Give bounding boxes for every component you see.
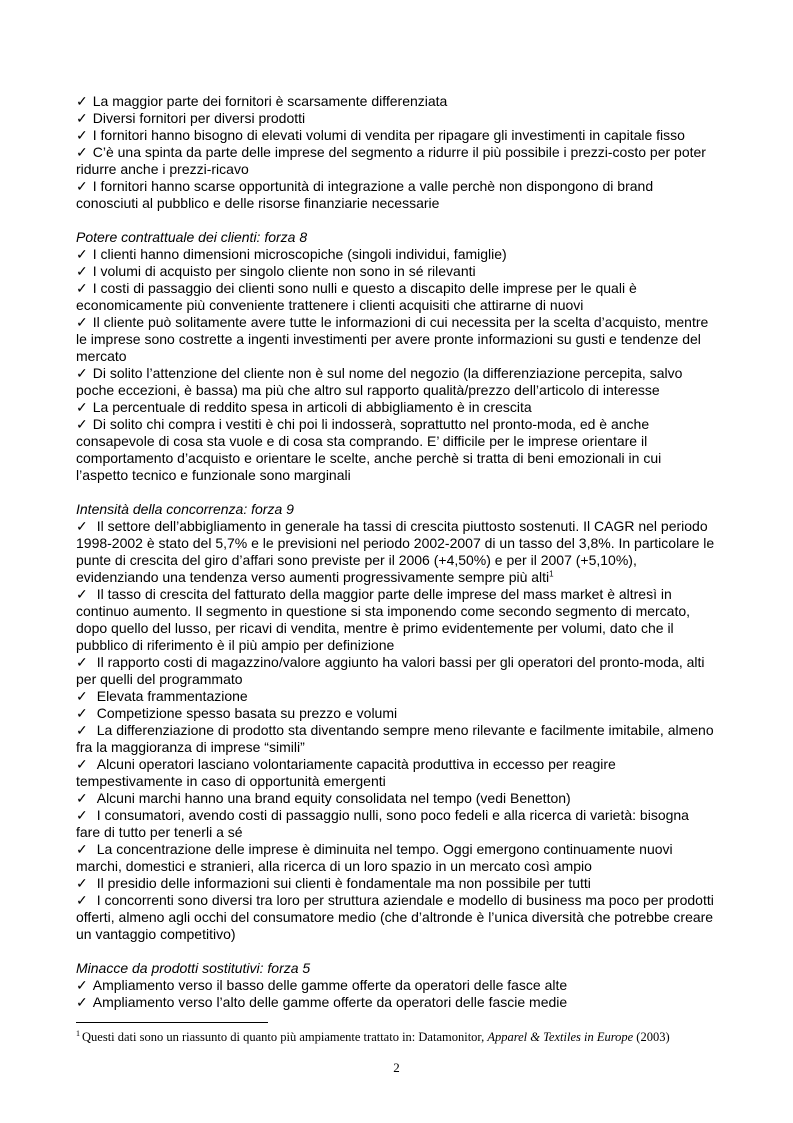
list-item: ✓ Di solito chi compra i vestiti è chi poi li indosserà, soprattutto nel pronto-moda, ed è anche consapevole di cosa sta vuole e di cosa sta comprando. E’ difficile per le imprese orientare il comportamento d’acquisto e orientare le scelte, anche perchè si tratta di beni emozionali in cui l’aspetto tecnico e funzionale sono marginali: [76, 416, 662, 483]
checkmark-icon: ✓: [76, 790, 88, 806]
footnote-mark: 1: [76, 1028, 80, 1038]
checkmark-icon: ✓: [76, 365, 88, 381]
checkmark-icon: ✓: [76, 977, 88, 993]
list-item: ✓ Il presidio delle informazioni sui clienti è fondamentale ma non possibile per tutti: [76, 875, 591, 891]
substitutes-list: [76, 977, 716, 1011]
list-item: ✓ I consumatori, avendo costi di passaggio nulli, sono poco fedeli e alla ricerca di varietà: bisogna fare di tutto per tenerli a sé: [76, 807, 689, 840]
list-item: ✓ C’è una spinta da parte delle imprese del segmento a ridurre il più possibile i prezzi-costo per poter ridurre anche i prezzi-ricavo: [76, 144, 706, 177]
list-item: ✓ Il settore dell’abbigliamento in generale ha tassi di crescita piuttosto sostenuti. Il CAGR nel periodo 1998-2002 è stato del 5,7% e le previsioni nel periodo 2002-2007 di un tasso del 3,8%. In particolare le punte di crescita del giro d’affari sono previste per il 2006 (+4,50%) e per il 2007 (+5,10%), evidenziando una tendenza verso aumenti progressivamente sempre più alti$^1$: [76, 518, 715, 585]
section-heading-competition: Intensità della concorrenza: forza 9: [76, 501, 294, 517]
checkmark-icon: ✓: [76, 994, 88, 1010]
spacer: [76, 212, 716, 229]
list-item: ✓ I clienti hanno dimensioni microscopiche (singoli individui, famiglie): [76, 246, 507, 262]
list-item: ✓ Il tasso di crescita del fatturato della maggior parte delle imprese del mass market è altresì in continuo aumento. Il segmento in questione si sta imponendo come secondo segmento di mercato, dopo quello del lusso, per ricavi di vendita, mentre è primo evidentemente per volumi, dato che il pubblico di riferimento è il più ampio per definizione: [76, 586, 691, 653]
checkmark-icon: ✓: [76, 875, 88, 891]
list-item: ✓ Alcuni operatori lasciano volontariamente capacità produttiva in eccesso per reagire tempestivamente in caso di opportunità emergenti: [76, 756, 616, 789]
checkmark-icon: ✓: [76, 263, 88, 279]
list-item: ✓ I concorrenti sono diversi tra loro per struttura aziendale e modello di business ma poco per prodotti offerti, almeno agli occhi del consumatore medio (che d’altronde è l’unica diversità che potrebbe creare un vantaggio competitivo): [76, 892, 714, 942]
list-item: ✓ Alcuni marchi hanno una brand equity consolidata nel tempo (vedi Benetton): [76, 790, 571, 806]
list-item: ✓ Ampliamento verso il basso delle gamme offerte da operatori delle fasce alte: [76, 977, 568, 993]
list-item: ✓ I fornitori hanno scarse opportunità di integrazione a valle perchè non dispongono di brand conosciuti al pubblico e delle risorse finanziarie necessarie: [76, 178, 654, 211]
competition-list: [76, 518, 716, 943]
list-item: ✓ La maggior parte dei fornitori è scarsamente differenziata: [76, 93, 448, 109]
checkmark-icon: ✓: [76, 314, 88, 330]
page-number: 2: [393, 1060, 400, 1075]
spacer: [76, 484, 716, 501]
spacer: [76, 943, 716, 960]
list-item: ✓ Ampliamento verso l’alto delle gamme offerte da operatori delle fascie medie: [76, 994, 568, 1010]
list-item: ✓ Elevata frammentazione: [76, 688, 248, 704]
checkmark-icon: ✓: [76, 178, 88, 194]
checkmark-icon: ✓: [76, 705, 88, 721]
page-body: [76, 93, 716, 1011]
list-item: ✓ I volumi di acquisto per singolo cliente non sono in sé rilevanti: [76, 263, 476, 279]
checkmark-icon: ✓: [76, 807, 88, 823]
section-heading-substitutes: Minacce da prodotti sostitutivi: forza 5: [76, 960, 311, 976]
list-item: ✓ I costi di passaggio dei clienti sono nulli e questo a discapito delle imprese per le quali è economicamente più conveniente trattenere i clienti acquisiti che attirarne di nuovi: [76, 280, 637, 313]
checkmark-icon: ✓: [76, 841, 88, 857]
checkmark-icon: ✓: [76, 518, 88, 534]
footnote-separator: [76, 1022, 268, 1023]
footnote-source-title: Apparel & Textiles in Europe: [487, 1030, 634, 1044]
checkmark-icon: ✓: [76, 722, 88, 738]
list-item: ✓ Diversi fornitori per diversi prodotti: [76, 110, 306, 126]
suppliers-list: [76, 93, 716, 212]
list-item: ✓ La percentuale di reddito spesa in articoli di abbigliamento è in crescita: [76, 399, 532, 415]
clients-list: [76, 246, 716, 484]
checkmark-icon: ✓: [76, 93, 88, 109]
list-item: ✓ Il cliente può solitamente avere tutte le informazioni di cui necessita per la scelta d’acquisto, mentre le imprese sono costrette a ingenti investimenti per avere pronte informazioni su gusti e tendenze del mercato: [76, 314, 709, 364]
checkmark-icon: ✓: [76, 127, 88, 143]
checkmark-icon: ✓: [76, 586, 88, 602]
checkmark-icon: ✓: [76, 688, 88, 704]
checkmark-icon: ✓: [76, 416, 88, 432]
checkmark-icon: ✓: [76, 654, 88, 670]
list-item: ✓ La concentrazione delle imprese è diminuita nel tempo. Oggi emergono continuamente nuovi marchi, domestici e stranieri, alla ricerca di un loro spazio in un mercato così ampio: [76, 841, 673, 874]
checkmark-icon: ✓: [76, 399, 88, 415]
checkmark-icon: ✓: [76, 892, 88, 908]
list-item: ✓ I fornitori hanno bisogno di elevati volumi di vendita per ripagare gli investimenti in capitale fisso: [76, 127, 685, 143]
checkmark-icon: ✓: [76, 110, 88, 126]
list-item: ✓ Competizione spesso basata su prezzo e volumi: [76, 705, 398, 721]
checkmark-icon: ✓: [76, 756, 88, 772]
footnote: $^1$ Questi dati sono un riassunto di quanto più ampiamente trattato in: Datamonitor, Apparel & Textiles in Europe (2003): [76, 1028, 670, 1044]
list-item: ✓ Il rapporto costi di magazzino/valore aggiunto ha valori bassi per gli operatori del pronto-moda, alti per quelli del programmato: [76, 654, 705, 687]
section-heading-clients: Potere contrattuale dei clienti: forza 8: [76, 229, 308, 245]
checkmark-icon: ✓: [76, 246, 88, 262]
checkmark-icon: ✓: [76, 280, 88, 296]
list-item: ✓ Di solito l’attenzione del cliente non è sul nome del negozio (la differenziazione percepita, salvo poche eccezioni, è bassa) ma più che altro sul rapporto qualità/prezzo dell’articolo di interesse: [76, 365, 683, 398]
checkmark-icon: ✓: [76, 144, 88, 160]
footnote-reference[interactable]: 1: [549, 569, 554, 579]
list-item: ✓ La differenziazione di prodotto sta diventando sempre meno rilevante e facilmente imitabile, almeno fra la maggioranza di imprese “simili”: [76, 722, 714, 755]
